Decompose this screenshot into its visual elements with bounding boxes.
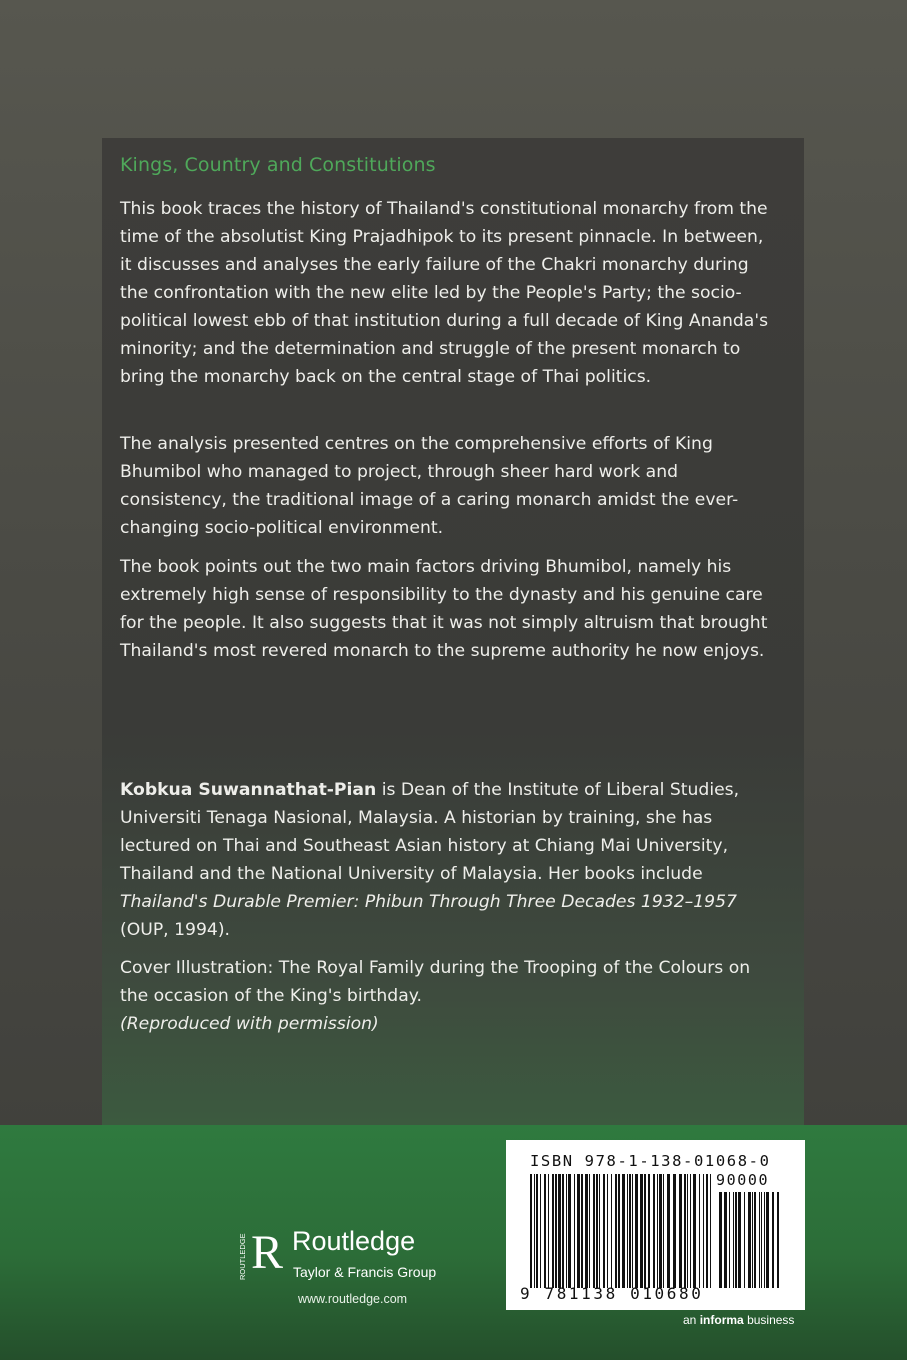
publisher-group: Taylor & Francis Group — [293, 1264, 437, 1280]
routledge-logo-icon — [238, 1222, 284, 1284]
book-title: Kings, Country and Constitutions — [120, 154, 436, 176]
blurb-paragraph-1: This book traces the history of Thailand's constitutional monarchy from the time of the absolutist King Prajadhipok to its present pinnacle. In between, it discusses and analyses the early failure of the Chakri monarchy during the confrontation with the new elite led by the People's Party; the socio-political lowest ebb of that institution during a full decade of King Ananda's minority; and the determination and struggle of the present monarch to bring the monarchy back on the central stage of Thai politics. — [120, 199, 769, 387]
author-name: Kobkua Suwannathat-Pian — [120, 780, 377, 800]
ean-digits: 9 781138 010680 — [520, 1284, 704, 1303]
author-book-title: Thailand's Durable Premier: Phibun Through Three Decades 1932–1957 — [120, 892, 737, 912]
ean-barcode — [530, 1174, 712, 1288]
cover-credit — [120, 954, 780, 1038]
cover-credit-caption: Cover Illustration: The Royal Family during the Trooping of the Colours on the occasion of the King's birthday. — [120, 958, 751, 1006]
publisher-url: www.routledge.com — [298, 1292, 408, 1306]
isbn-number: ISBN 978-1-138-01068-0 — [530, 1152, 771, 1170]
addon-barcode — [719, 1192, 779, 1288]
blurb-paragraph-2: The analysis presented centres on the comprehensive efforts of King Bhumibol who managed to project, through sheer hard work and consistency, the traditional image of a caring monarch amidst the ever-changing socio-political environment. — [120, 434, 739, 538]
informa-tagline: an informa business — [683, 1313, 795, 1327]
publisher-name: Routledge — [292, 1226, 416, 1256]
author-book-publisher: (OUP, 1994). — [120, 920, 231, 940]
price-code: 90000 — [716, 1171, 770, 1189]
svg-text:R: R — [251, 1226, 284, 1279]
author-bio-text: is Dean of the Institute of Liberal Studies, Universiti Tenaga Nasional, Malaysia. A historian by training, she has lectured on Thai and Southeast Asian history at Chiang Mai University, Thailand and the National University of Malaysia. Her books include — [120, 780, 740, 884]
author-bio — [120, 776, 780, 944]
svg-text:ROUTLEDGE: ROUTLEDGE — [238, 1233, 247, 1280]
barcode-box — [506, 1140, 805, 1310]
blurb-paragraph-3: The book points out the two main factors driving Bhumibol, namely his extremely high sense of responsibility to the dynasty and his genuine care for the people. It also suggests that it was not simply altruism that brought Thailand's most revered monarch to the supreme authority he now enjoys. — [120, 557, 768, 661]
cover-credit-permission: (Reproduced with permission) — [120, 1014, 379, 1034]
